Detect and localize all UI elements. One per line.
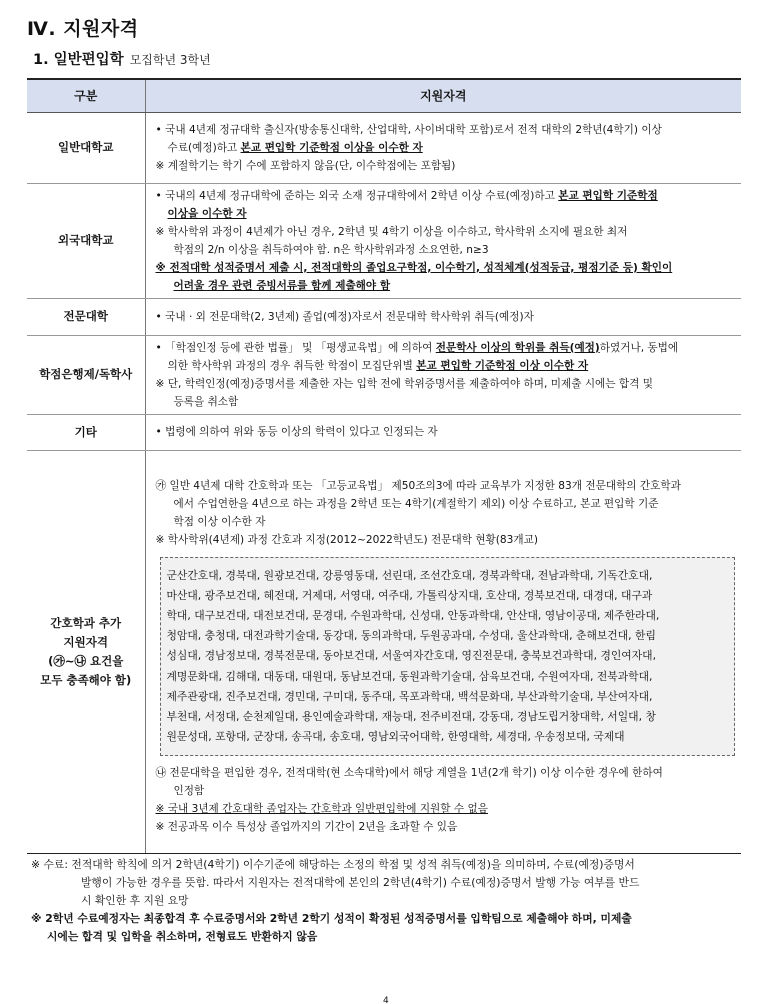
emphasis-text: 본교 편입학 기준학점 이상 이수한 자 (416, 359, 589, 372)
list-item: 부천대, 서정대, 순천제일대, 용인예술과학대, 재능대, 전주비전대, 강동대, 경남도립거창대학, 서일대, 창 (166, 709, 656, 723)
qualification-domestic (145, 112, 741, 183)
note-line: ※ 전공과목 이수 특성상 졸업까지의 기간이 2년을 초과할 수 있음 (155, 821, 458, 834)
footnotes (31, 856, 743, 946)
text-line: 학점 이상 이수한 자 (173, 515, 266, 528)
emphasis-text: 전문학사 이상의 학위를 취득(예정) (435, 341, 600, 354)
text-line: ㉮ 일반 4년제 대학 간호학과 또는 「고등교육법」 제50조의3에 따라 교육부가 지정한 83개 전문대학의 간호학과 (155, 479, 681, 492)
text-line (156, 357, 736, 375)
category-college: 전문대학 (27, 298, 145, 335)
qualification-other (145, 414, 741, 450)
header-qualification: 지원자격 (145, 79, 741, 112)
note-line: ※ 단, 학력인정(예정)증명서를 제출한 자는 입학 전에 학위증명서를 제출하여야 하며, 미제출 시에는 합격 및 (155, 377, 653, 390)
qualification-credit-bank (145, 335, 741, 414)
note-line: 등록을 취소함 (173, 395, 239, 408)
subsection-heading: 1. 일반편입학 (33, 52, 124, 68)
qualification-foreign (145, 183, 741, 298)
list-item: 성심대, 경남정보대, 경북전문대, 동아보건대, 서울여자간호대, 영진전문대, 충북보건과학대, 경인여자대, (166, 649, 657, 663)
footnote-line: ※ 2학년 수료예정자는 최종합격 후 수료증명서와 2학년 2학기 성적이 확정된 성적증명서를 입학팀으로 제출해야 하며, 미제출 (31, 912, 632, 925)
footnote-line: 시에는 합격 및 입학을 취소하며, 전형료도 반환하지 않음 (47, 930, 318, 943)
text-line: 인정함 (173, 785, 205, 798)
emphasis-note: 어려울 경우 관련 증빙서류를 함께 제출해야 함 (173, 279, 391, 292)
note-line: ※ 계절학기는 학기 수에 포함하지 않음(단, 이수학점에는 포함됨) (155, 159, 456, 172)
category-line: 지원자격 (63, 634, 108, 649)
category-nursing (27, 450, 145, 853)
text-line: 에서 수업연한을 4년으로 하는 과정을 2학년 또는 4학기(계절학기 제외) 이상 수료하고, 본교 편입학 기준 (173, 497, 659, 510)
subsection-title (33, 48, 211, 69)
category-domestic: 일반대학교 (27, 112, 145, 183)
category-foreign: 외국대학교 (27, 183, 145, 298)
list-item: 군산간호대, 경북대, 원광보건대, 강릉영동대, 선린대, 조선간호대, 경북과학대, 전남과학대, 기독간호대, (166, 568, 653, 582)
note-line: 학점의 2/n 이상을 취득하여야 함. n은 학사학위과정 소요연한, n≥3 (173, 243, 489, 256)
text-span: • 「학점인정 등에 관한 법률」 및 「평생교육법」에 의하여 (155, 341, 436, 354)
list-item: 청암대, 충청대, 대전과학기술대, 동강대, 동의과학대, 두원공과대, 수성대, 울산과학대, 춘해보건대, 한림 (166, 629, 656, 643)
category-other: 기타 (27, 414, 145, 450)
text-span: 하였거나, 동법에 (599, 341, 679, 354)
category-line: (㉮~㉯ 요건을 (48, 653, 124, 668)
list-item: 마산대, 광주보건대, 혜전대, 거제대, 서영대, 여주대, 가톨릭상지대, 호산대, 경북보건대, 대경대, 대구과 (166, 588, 653, 602)
text-span: 수료(예정)하고 (167, 141, 241, 154)
emphasis-text: 이상을 이수한 자 (167, 207, 247, 220)
footnote-line: 시 확인한 후 지원 요망 (81, 894, 189, 907)
eligibility-table (27, 78, 741, 854)
table-row-other (27, 414, 741, 450)
qualification-nursing (145, 450, 741, 853)
list-item: 학대, 대구보건대, 대전보건대, 문경대, 수원과학대, 신성대, 안동과학대, 안산대, 영남이공대, 제주한라대, (166, 608, 660, 622)
underlined-note: ※ 국내 3년제 간호대학 졸업자는 간호학과 일반편입학에 지원할 수 없음 (155, 803, 488, 816)
text-line: • 법령에 의하여 위와 동등 이상의 학력이 있다고 인정되는 자 (155, 426, 438, 438)
text-line: ㉯ 전문대학을 편입한 경우, 전적대학(현 소속대학)에서 해당 계열을 1년(2개 학기) 이상 이수한 경우에 한하여 (155, 767, 663, 780)
table-row-college (27, 298, 741, 335)
nursing-school-list (160, 557, 736, 757)
text-line (156, 339, 736, 357)
note-line: ※ 학사학위(4년제) 과정 간호과 지정(2012~2022학년도) 전문대학 현황(83개교) (155, 533, 538, 546)
table-header-row (27, 79, 741, 112)
emphasis-text: 본교 편입학 기준학점 (558, 189, 658, 202)
table-row-nursing (27, 450, 741, 853)
text-span: 의한 학사학위 과정의 경우 취득한 학점이 모집단위별 (167, 359, 417, 372)
text-span: • 국내의 4년제 정규대학에 준하는 외국 소재 정규대학에서 2학년 이상 수료(예정)하고 (155, 189, 559, 202)
header-category: 구분 (27, 79, 145, 112)
category-line: 간호학과 추가 (50, 615, 122, 630)
list-item: 계명문화대, 김해대, 대동대, 대원대, 동남보건대, 동원과학기술대, 삼육보건대, 수원여자대, 전북과학대, (166, 669, 653, 683)
category-credit-bank: 학점은행제/독학사 (27, 335, 145, 414)
note-line: ※ 학사학위 과정이 4년제가 아닌 경우, 2학년 및 4학기 이상을 이수하고, 학사학위 소지에 필요한 최저 (155, 225, 628, 238)
table-row-domestic (27, 112, 741, 183)
footnote-line: 발행이 가능한 경우를 뜻함. 따라서 지원자는 전적대학에 본인의 2학년(4학기) 수료(예정)증명서 발행 가능 여부를 반드 (81, 876, 640, 889)
page-number: 4 (383, 996, 389, 1004)
text-line: • 국내 4년제 정규대학 출신자(방송통신대학, 산업대학, 사이버대학 포함)로서 전적 대학의 2학년(4학기) 이상 (155, 123, 662, 136)
category-line: 모두 충족해야 함) (40, 672, 132, 687)
subsection-note: 모집학년 3학년 (129, 53, 211, 67)
table-row-credit-bank (27, 335, 741, 414)
emphasis-note: ※ 전적대학 성적증명서 제출 시, 전적대학의 졸업요구학점, 이수학기, 성적체계(성적등급, 평점기준 등) 확인이 (155, 261, 673, 274)
list-item: 제주관광대, 진주보건대, 경민대, 구미대, 동주대, 목포과학대, 백석문화대, 부산과학기술대, 부산여자대, (166, 689, 653, 703)
text-line: • 국내 · 외 전문대학(2, 3년제) 졸업(예정)자로서 전문대학 학사학위 취득(예정)자 (155, 310, 534, 323)
table-row-foreign (27, 183, 741, 298)
list-item: 원문성대, 포항대, 군장대, 송곡대, 송호대, 영남외국어대학, 한영대학, 세경대, 우송정보대, 국제대 (166, 730, 625, 744)
text-line (156, 187, 736, 205)
emphasis-text: 본교 편입학 기준학점 이상을 이수한 자 (240, 141, 423, 154)
section-title: Ⅳ. 지원자격 (27, 18, 139, 40)
qualification-college (145, 298, 741, 335)
footnote-line: ※ 수료: 전적대학 학칙에 의거 2학년(4학기) 이수기준에 해당하는 소정의 학점 및 성적 취득(예정)을 의미하며, 수료(예정)증명서 (31, 858, 635, 871)
text-line (156, 139, 736, 157)
